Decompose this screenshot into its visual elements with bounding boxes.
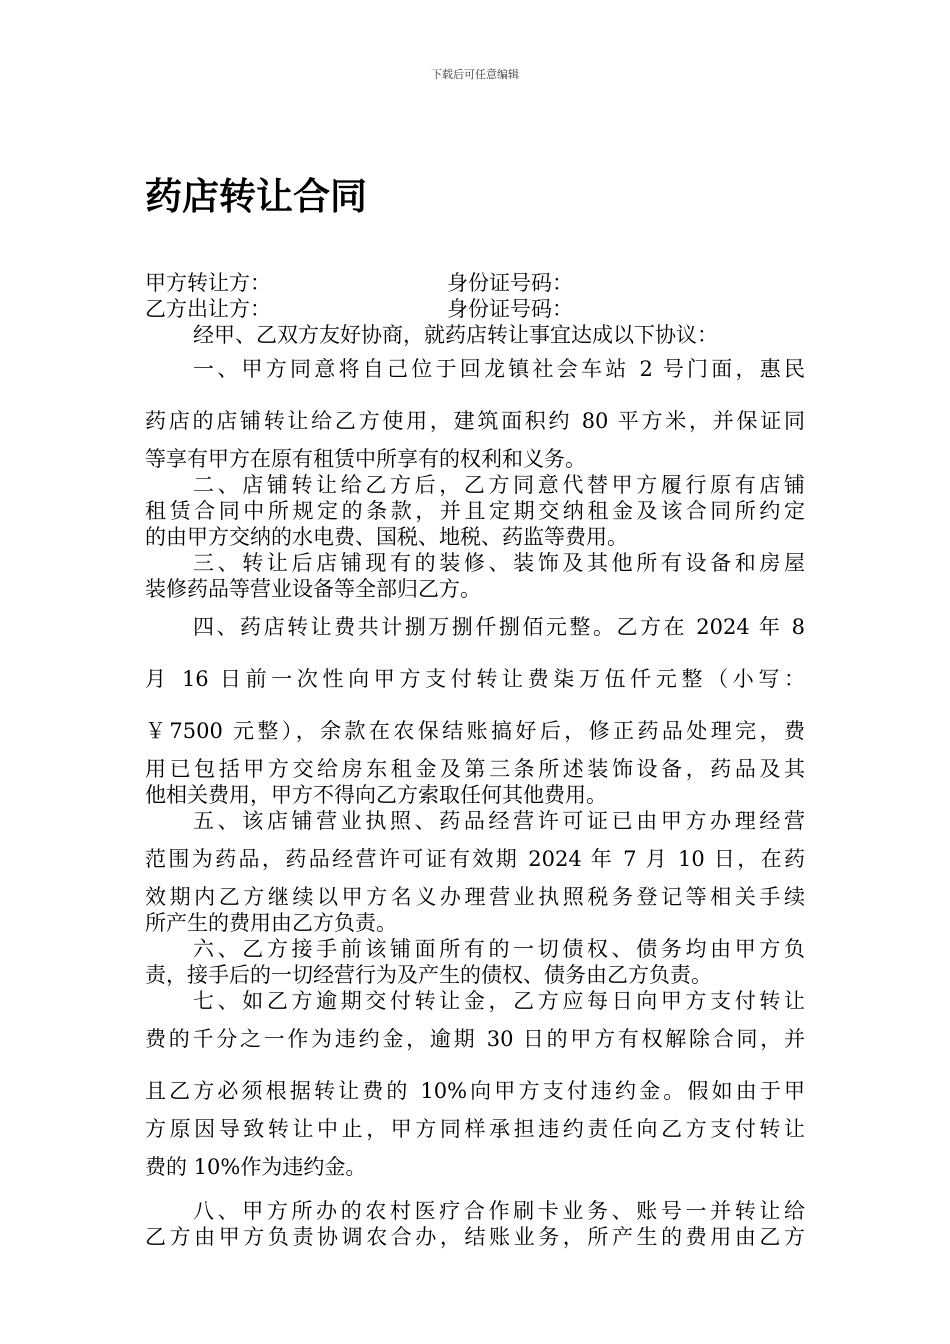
clause-8-line-2: 乙方由甲方负责协调农合办，结账业务，所产生的费用由乙方 [145, 1225, 805, 1249]
clause-1-line-1: 一、甲方同意将自己位于回龙镇社会车站 2 号门面，惠民 [193, 357, 805, 381]
clause-2-line-1: 二、店铺转让给乙方后，乙方同意代替甲方履行原有店铺 [193, 473, 805, 497]
clause-3-line-2: 装修药品等营业设备等全部归乙方。 [145, 577, 481, 601]
clause-5-line-1: 五、该店铺营业执照、药品经营许可证已由甲方办理经营 [193, 809, 805, 833]
clause-4-line-4: 用已包括甲方交给房东租金及第三条所述装饰设备，药品及其 [145, 757, 805, 781]
clause-7-line-1: 七、如乙方逾期交付转让金，乙方应每日向甲方支付转让 [193, 989, 805, 1013]
clause-2-line-2: 租赁合同中所规定的条款，并且定期交纳租金及该合同所约定 [145, 499, 805, 523]
clause-2-line-3: 的由甲方交纳的水电费、国税、地税、药监等费用。 [145, 525, 628, 549]
clause-4-line-3: ￥7500 元整），余款在农保结账搞好后，修正药品处理完，费 [145, 719, 805, 743]
party-a-label: 甲方转让方： [145, 271, 271, 295]
party-b-label: 乙方出让方： [145, 297, 271, 321]
clause-7-line-4: 方原因导致转让中止，甲方同样承担违约责任向乙方支付转让 [145, 1117, 805, 1141]
clause-5-line-3: 效期内乙方继续以甲方名义办理营业执照税务登记等相关手续 [145, 885, 805, 909]
clause-4-line-2: 月 16 日前一次性向甲方支付转让费柒万伍仟元整（小写： [145, 667, 805, 691]
clause-7-line-3: 且乙方必须根据转让费的 10%向甲方支付违约金。假如由于甲 [145, 1079, 805, 1103]
party-a-row [145, 270, 805, 296]
document-title: 药店转让合同 [145, 175, 367, 218]
page-header: 下载后可任意编辑 [431, 68, 519, 81]
clause-6-line-1: 六、乙方接手前该铺面所有的一切债权、债务均由甲方负 [193, 937, 805, 961]
clause-7-line-2: 费的千分之一作为违约金，逾期 30 日的甲方有权解除合同，并 [145, 1027, 805, 1051]
clause-1-line-2: 药店的店铺转让给乙方使用，建筑面积约 80 平方米，并保证同 [145, 409, 805, 433]
party-b-row [145, 296, 805, 322]
clause-6-line-2: 责，接手后的一切经营行为及产生的债权、债务由乙方负责。 [145, 963, 712, 987]
document-body [145, 270, 805, 1250]
party-b-id-label: 身份证号码： [447, 297, 573, 321]
clause-5-line-2: 范围为药品，药品经营许可证有效期 2024 年 7 月 10 日，在药 [145, 847, 805, 871]
clause-8-line-1: 八、甲方所办的农村医疗合作刷卡业务、账号一并转让给 [193, 1199, 805, 1223]
intro-line: 经甲、乙双方友好协商，就药店转让事宜达成以下协议： [193, 323, 718, 347]
clause-7-line-5: 费的 10%作为违约金。 [145, 1155, 367, 1179]
clause-4-line-1: 四、药店转让费共计捌万捌仟捌佰元整。乙方在 2024 年 8 [193, 615, 805, 639]
party-a-id-label: 身份证号码： [447, 271, 573, 295]
clause-3-line-1: 三、转让后店铺现有的装修、装饰及其他所有设备和房屋 [193, 551, 805, 575]
clause-4-line-5: 他相关费用，甲方不得向乙方索取任何其他费用。 [145, 783, 607, 807]
clause-5-line-4: 所产生的费用由乙方负责。 [145, 911, 397, 935]
clause-1-line-3: 等享有甲方在原有租赁中所享有的权利和义务。 [145, 447, 586, 471]
